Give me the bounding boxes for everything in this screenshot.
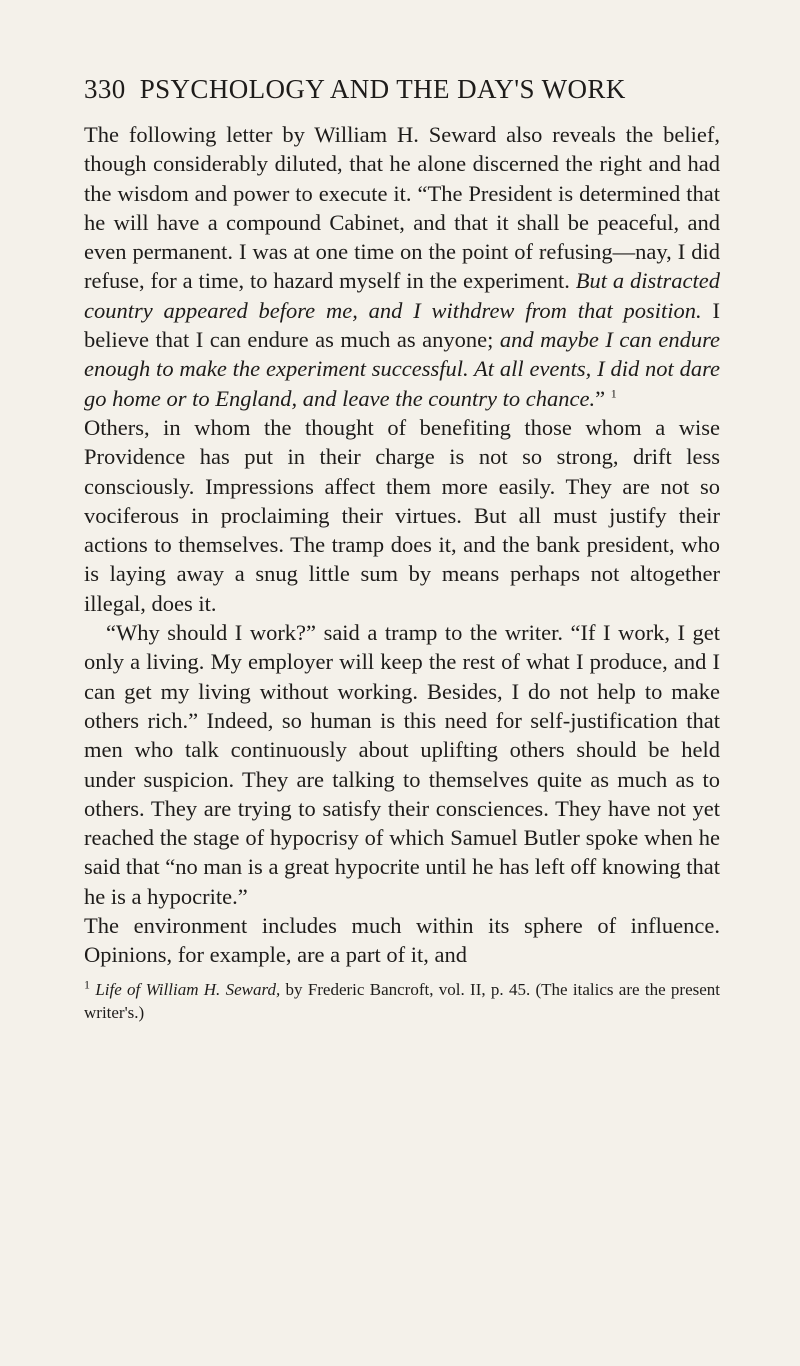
footnote-marker: 1 <box>84 976 90 991</box>
body-text <box>84 120 720 970</box>
paragraph-environment: The environment includes much within its sphere of influence. Opinions, for example, are a part of it, and <box>84 913 720 968</box>
book-page <box>84 74 720 1024</box>
footnote-text: by Frederic Bancroft, vol. II, p. 45. (The italics are the present writer's.) <box>84 979 721 1022</box>
closing-quote: ” <box>595 385 606 411</box>
paragraph-tramp: “Why should I work?” said a tramp to the writer. “If I work, I get only a living. My employer will keep the rest of what I produce, and I can get my living without working. Besides, I do not help to make others rich.” Indeed, so human is this need for self-justification that men who talk continuously about uplifting others should be held under suspicion. They are talking to themselves quite as much as to others. They are trying to satisfy their consciences. They have not yet reached the stage of hypocrisy of which Samuel Butler spoke when he said that “no man is a great hypocrite until he has left off knowing that he is a hypocrite.” <box>84 620 720 909</box>
paragraph-seward-letter <box>84 120 720 413</box>
footnote-book-title: Life of William H. Seward, <box>95 979 281 999</box>
paragraph-text: I believe that I can endure as much as anyone; <box>84 297 720 353</box>
paragraph-text: The following letter by William H. Seward also reveals the belief, though considerably diluted, that he alone discerned the right and had the wisdom and power to execute it. “The President is determined that he will have a compound Cabinet, and that it shall be peaceful, and even permanent. I was at one time on the point of refusing—nay, I did refuse, for a time, to hazard myself in the experiment. <box>84 122 720 294</box>
italic-text: But a distracted country appeared before me, and I withdrew from that position. <box>84 268 720 323</box>
footnote <box>84 978 720 1024</box>
page-number: 330 <box>84 74 126 104</box>
paragraph-others: Others, in whom the thought of benefiting those whom a wise Providence has put in their charge is not so strong, drift less consciously. Impressions affect them more easily. They are not so vociferous in proclaiming their virtues. But all must justify their actions to themselves. The tramp does it, and the bank president, who is laying away a snug little sum by means perhaps not altogether illegal, does it. <box>84 414 720 616</box>
footnote-reference: 1 <box>610 386 617 401</box>
running-title: PSYCHOLOGY AND THE DAY'S WORK <box>139 74 626 104</box>
running-header <box>84 74 720 120</box>
italic-text: and maybe I can endure enough to make the experiment successful. At all events, I did not dare go home or to England, and leave the country to chance. <box>84 327 720 411</box>
